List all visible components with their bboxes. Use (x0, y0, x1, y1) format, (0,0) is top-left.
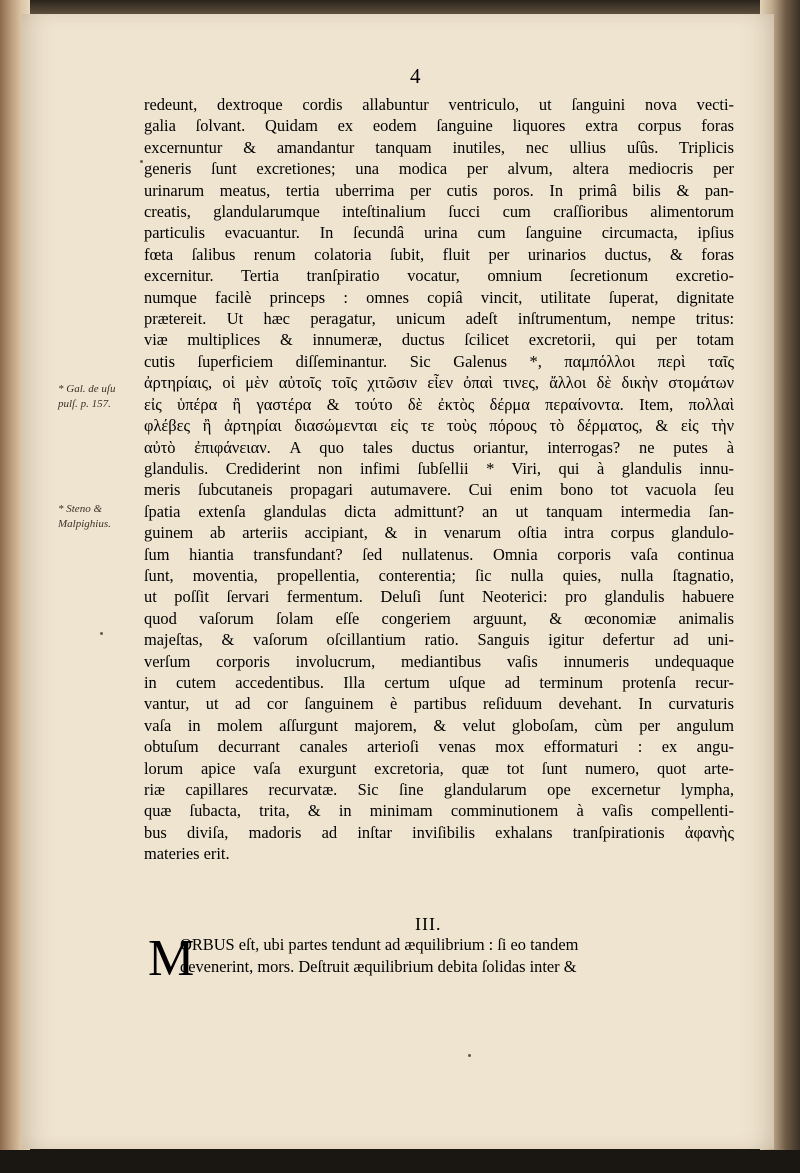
page-number: 4 (410, 64, 421, 88)
text-line: guinem ab arteriis accipiant, & in venarum oſtia intra corpus glandulo- (144, 523, 734, 543)
text-line: ſunt, moventia, propellentia, conterentia; ſic nulla quies, nulla ſtagnatio, (144, 565, 734, 585)
drop-cap: M (148, 930, 195, 987)
section-heading: III. (415, 914, 442, 934)
text-line: obtuſum decurrant canales arterioſi venas mox efformaturi : ex angu- (144, 737, 734, 757)
text-line: majeſtas, & vaſorum oſcillantium ratio. Sanguis igitur defertur ad uni- (144, 630, 734, 650)
section-paragraph (144, 934, 734, 978)
text-line: glandulis. Crediderint non infimi ſubſellii * Viri, qui à glandulis innu- (144, 458, 734, 478)
text-line: εἰς ὑπέρα ἢ γαστέρα & τούτο δὲ ἐκτὸς δέρμα περαίνοντα. Item, πολλαὶ (144, 394, 734, 414)
text-line: excernuntur & amandantur tanquam inutiles, nec ullius uſûs. Triplicis (144, 137, 734, 157)
text-line: lorum apice vaſa exurgunt excretoria, quæ tot ſunt numero, quot arte- (144, 758, 734, 778)
text-line: ut poſſit ſervari fermentum. Deluſi ſunt Neoterici: pro glandulis habuere (144, 587, 734, 607)
text-line: vaſa in molem aſſurgunt majorem, & velut globoſam, cùm per angulum (144, 715, 734, 735)
text-line: quod vaſorum ſolam eſſe congeriem arguunt, & œconomiæ animalis (144, 608, 734, 628)
text-line: ſpatia extenſa glandulas dicta admittunt? an ut tanquam intermedia ſan- (144, 501, 734, 521)
text-line: in cutem accedentibus. Illa certum uſque ad terminum protenſa recur- (144, 672, 734, 692)
text-line: particulis evacuantur. In ſecundâ urina cum ſanguine circumacta, ipſius (144, 223, 734, 243)
text-line: riæ capillares recurvatæ. Sic ſine glandularum ope excernetur lympha, (144, 780, 734, 799)
text-line: viæ multiplices & innumeræ, ductus ſcilicet excretorii, qui per totam (144, 330, 734, 350)
text-line: galia ſolvant. Quidam ex eodem ſanguine liquores extra corpus foras (144, 116, 734, 136)
text-line: quæ ſubacta, trita, & in minimam comminutionem à vaſis compellenti- (144, 801, 734, 821)
text-line: bus diviſa, madoris ad inſtar inviſibilis exhalans tranſpirationis ἀφανὴς (144, 822, 734, 842)
text-line: urinarum meatus, tertia uberrima per cutis poros. In primâ bilis & pan- (144, 180, 734, 200)
text-line: verſum corporis involucrum, mediantibus vaſis innumeris undequaque (144, 651, 734, 671)
margin-note-galen: * Gal. de uſu pulſ. p. 157. (58, 383, 116, 410)
section-text-line: ORBUS eſt, ubi partes tendunt ad æquilibrium : ſi eo tandem (180, 935, 579, 954)
paper-speck (100, 632, 103, 635)
paper-speck (140, 160, 143, 163)
text-line: creatis, glandularumque inteſtinalium ſucci cum craſſioribus alimentorum (144, 202, 734, 222)
text-line: αὐτὸ ἐπιφάνειαν. A quo tales ductus oriantur, interrogas? ne putes à (144, 437, 734, 457)
text-line: ſum hiantia transfundant? ſed nullatenus. Omnia corporis vaſa continua (144, 544, 734, 564)
text-line: generis ſunt excretiones; una modica per alvum, altera mediocris per (144, 159, 734, 179)
text-line: materies erit. (144, 844, 230, 864)
text-line: prætereit. Ut hæc peragatur, unicum adeſt inſtrumentum, nempe tritus: (144, 309, 734, 329)
text-line: cutis ſuperficiem diſſeminantur. Sic Galenus *, παμπόλλοι περὶ ταῖς (144, 351, 734, 371)
section-text-line: devenerint, mors. Deſtruit æquilibrium debita ſolidas inter & (180, 957, 577, 976)
paper-speck (468, 1054, 471, 1057)
text-line: φλέβες ἢ ἀρτηρίαι διασώμενται εἰς τε τοὺς πόρους τὸ δέρματος, & εἰς τὴν (144, 416, 734, 436)
margin-note-steno: * Steno & Malpighius. (58, 503, 111, 530)
main-text-block (144, 94, 734, 865)
text-line: vantur, ut ad cor ſanguinem è partibus reſiduum devehant. In curvaturis (144, 694, 734, 714)
text-line: numque facilè princeps : omnes copiâ vincit, utilitate ſuperat, dignitate (144, 287, 734, 307)
text-line: redeunt, dextroque cordis allabuntur ventriculo, ut ſanguini nova vecti- (144, 95, 734, 114)
text-line: ἀρτηρίαις, οἱ μὲν αὐτοῖς τοῖς χιτῶσιν εἶεν ὀπαὶ τινες, ἄλλοι δὲ δικὴν στομάτων (144, 373, 734, 393)
text-line: excernitur. Tertia tranſpiratio vocatur, omnium ſecretionum excretio- (144, 266, 734, 286)
text-line: meris ſubcutaneis propagari autumaverе. Cui enim bono tot vacuola ſeu (144, 480, 734, 500)
text-line: fœta ſalibus renum colatoria ſubit, fluit per urinarios ductus, & foras (144, 244, 734, 264)
